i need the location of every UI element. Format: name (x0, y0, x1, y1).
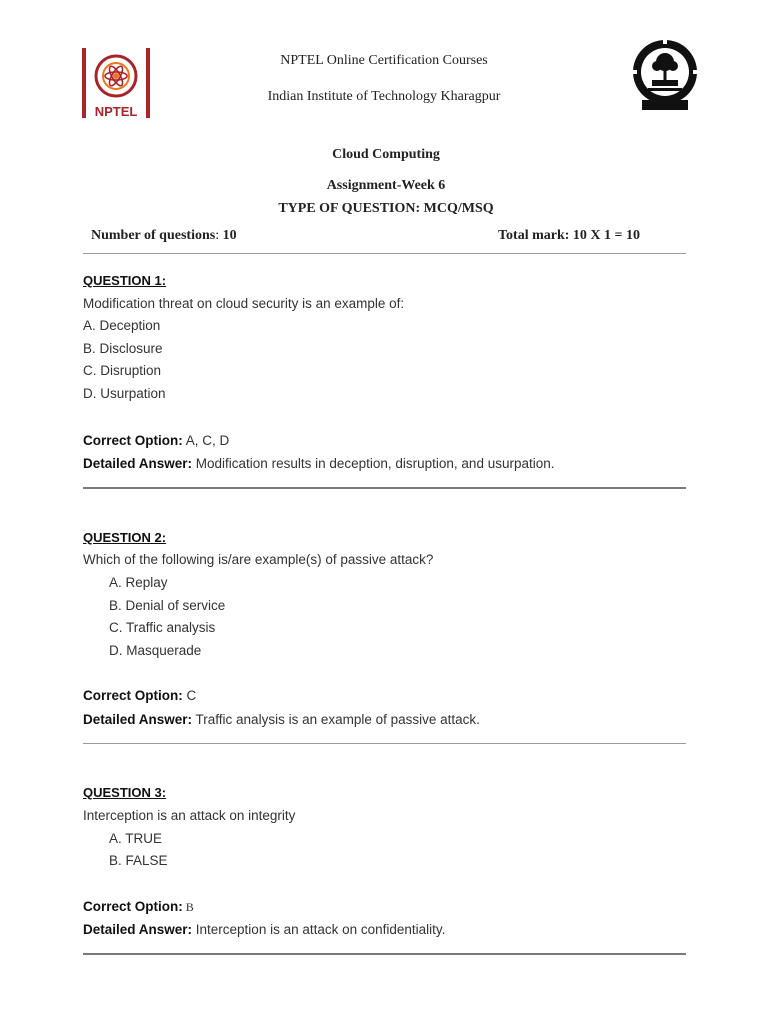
question-3-heading: QUESTION 3: (83, 785, 167, 800)
detailed-answer-label: Detailed Answer: (83, 922, 193, 937)
question-1-correct-option (83, 433, 229, 448)
question-2-correct-value: C (182, 688, 197, 703)
number-of-questions-sep: : (215, 228, 223, 243)
question-2-option-a: A. Replay (109, 575, 168, 590)
question-1-detail-value: Modification results in deception, disruption, and usurpation. (192, 456, 555, 471)
question-2-detailed-answer (83, 712, 480, 727)
detailed-answer-label: Detailed Answer: (83, 456, 193, 471)
question-2-option-c: C. Traffic analysis (109, 620, 216, 635)
question-2-text: Which of the following is/are example(s) of passive attack? (83, 552, 434, 567)
question-3-correct-value: B (182, 900, 194, 914)
course-title: Cloud Computing (332, 147, 440, 162)
question-2-divider (83, 743, 686, 744)
question-1-option-b: B. Disclosure (83, 341, 163, 356)
question-2-heading: QUESTION 2: (83, 530, 167, 545)
question-3-option-b: B. FALSE (109, 853, 168, 868)
correct-option-label: Correct Option: (83, 433, 183, 448)
question-1-option-d: D. Usurpation (83, 386, 166, 401)
correct-option-label: Correct Option: (83, 688, 183, 703)
number-of-questions-label: Number of questions (91, 228, 216, 243)
question-1-detailed-answer (83, 456, 555, 471)
header-line-2: Indian Institute of Technology Kharagpur (267, 89, 501, 104)
total-mark: Total mark: 10 X 1 = 10 (498, 228, 641, 243)
question-2-correct-option (83, 688, 196, 703)
question-1-option-a: A. Deception (83, 318, 161, 333)
number-of-questions-value: 10 (222, 228, 237, 243)
question-1-divider (83, 487, 686, 489)
number-of-questions (91, 228, 237, 244)
question-3-correct-option (83, 899, 194, 915)
question-3-option-a: A. TRUE (109, 831, 163, 846)
question-3-divider (83, 953, 686, 955)
header-line-1: NPTEL Online Certification Courses (280, 53, 488, 68)
question-3-detail-value: Interception is an attack on confidentiality. (192, 922, 446, 937)
question-1-option-c: C. Disruption (83, 363, 162, 378)
question-3-detailed-answer (83, 922, 445, 937)
nptel-logo-text: NPTEL (94, 104, 138, 119)
detailed-answer-label: Detailed Answer: (83, 712, 193, 727)
question-2-option-b: B. Denial of service (109, 598, 226, 613)
question-1-correct-value: A, C, D (182, 433, 230, 448)
assignment-title: Assignment-Week 6 (326, 178, 446, 193)
header-divider (83, 253, 686, 254)
question-3-text: Interception is an attack on integrity (83, 808, 296, 823)
question-2-option-d: D. Masquerade (109, 643, 202, 658)
question-2-detail-value: Traffic analysis is an example of passive attack. (192, 712, 480, 727)
question-1-text: Modification threat on cloud security is an example of: (83, 296, 405, 311)
question-type: TYPE OF QUESTION: MCQ/MSQ (278, 201, 494, 216)
question-1-heading: QUESTION 1: (83, 273, 167, 288)
correct-option-label: Correct Option: (83, 899, 183, 914)
